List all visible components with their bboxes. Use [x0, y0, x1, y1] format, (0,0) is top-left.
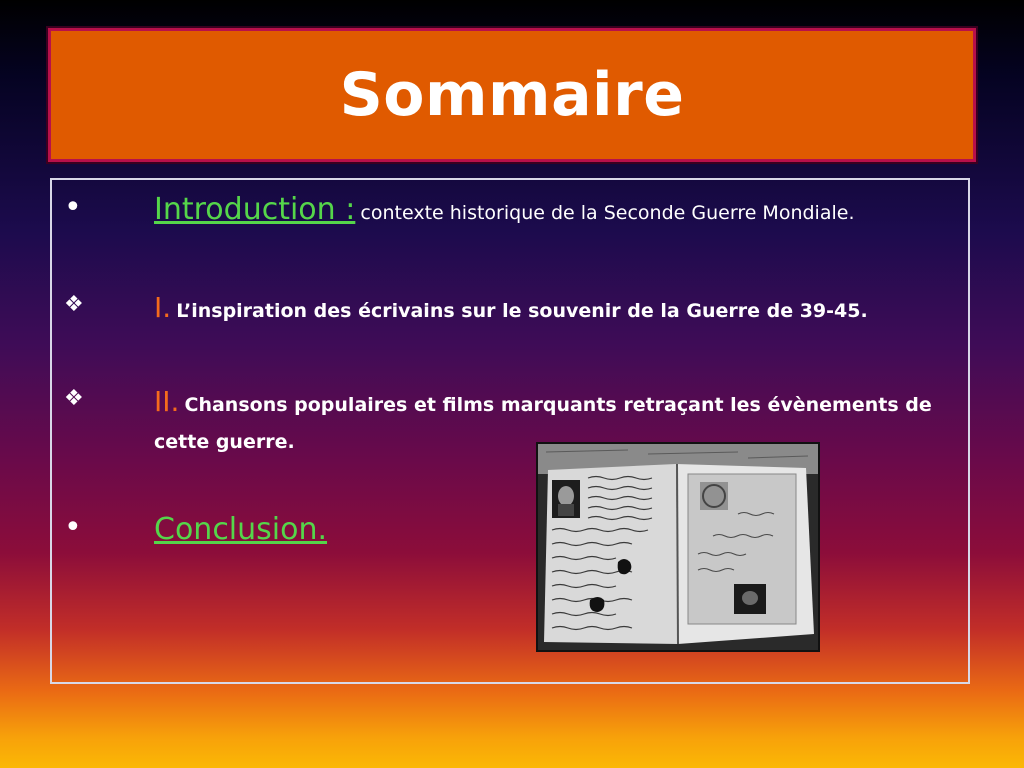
part-two-description: Chansons populaires et films marquants retraçant les évènements de cette guerre.: [154, 394, 932, 453]
bullet-dot-icon: •: [64, 510, 82, 545]
open-diary-photo-icon: [538, 444, 818, 650]
content-panel: [50, 178, 970, 684]
bullet-dot-icon: •: [64, 190, 82, 225]
title-banner: [48, 28, 976, 162]
introduction-link[interactable]: Introduction :: [154, 192, 356, 227]
list-item-introduction: [52, 192, 952, 232]
part-one-numeral: I.: [154, 291, 172, 324]
part-one-description: L’inspiration des écrivains sur le souvenir de la Guerre de 39-45.: [176, 300, 868, 322]
conclusion-link[interactable]: Conclusion.: [154, 512, 328, 547]
bullet-diamond-icon: ❖: [64, 292, 84, 317]
introduction-description: contexte historique de la Seconde Guerre Mondiale.: [360, 202, 855, 224]
part-two-numeral: II.: [154, 385, 180, 418]
diary-photo: [536, 442, 820, 652]
list-item-part-one: [52, 290, 952, 330]
slide-title: Sommaire: [339, 60, 685, 130]
bullet-diamond-icon: ❖: [64, 386, 84, 411]
